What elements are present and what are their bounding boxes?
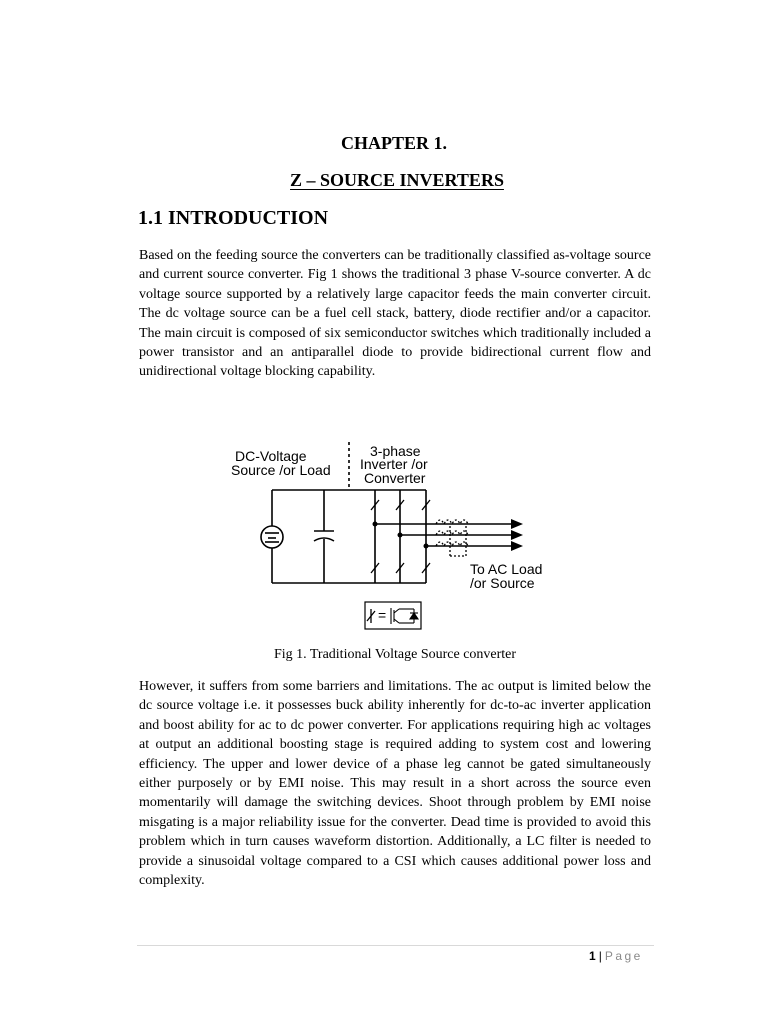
circuit-figure	[228, 438, 568, 634]
label-dc-line2: Source /or Load	[231, 462, 331, 478]
chapter-title: CHAPTER 1.	[340, 133, 447, 153]
page-label: Page	[604, 949, 643, 963]
label-inv-line3: Converter	[364, 470, 426, 486]
battery-icon	[261, 526, 283, 548]
footer-separator: |	[598, 949, 602, 963]
igbt-diode-icon	[391, 608, 418, 624]
page-number: 1	[589, 949, 596, 963]
limitations-paragraph: However, it suffers from some barriers and limitations. The ac output is limited below the dc source voltage i.e. it possesses buck ability inherently for dc-to-ac inverter application and boost ability for ac to dc power converter. For applications requiring high ac voltages at output an additional boosting stage is required adding to system cost and lowering efficiency. The upper and lower device of a phase leg cannot be gated simultaneously either purposely or by EMI noise. This may result in a short across the source even momentarily will damage the switching devices. Shoot through problem by EMI noise misgating is a major reliability issue for the converter. Dead time is provided to avoid this problem which in turn causes waveform distortion. Additionally, a LC filter is needed to provide a sinusoidal voltage compared to a CSI which causes additional power loss and complexity.	[139, 679, 651, 889]
chapter-subtitle-text: Z – SOURCE INVERTERS	[290, 170, 504, 190]
label-inv-line1: 3-phase	[370, 443, 421, 459]
label-inv-line2: Inverter /or	[360, 456, 428, 472]
switch-legend	[365, 602, 421, 629]
chapter-subtitle	[0, 170, 768, 191]
page-footer	[589, 949, 643, 963]
vsi-circuit-diagram	[228, 438, 568, 634]
label-ac-line2: /or Source	[470, 575, 535, 591]
footer-divider	[137, 945, 654, 946]
legend-equals: =	[378, 607, 387, 623]
inductor-filter-icon	[436, 520, 468, 556]
intro-paragraph: Based on the feeding source the converters can be traditionally classified as-voltage source and current source converter. Fig 1 shows the traditional 3 phase V-source converter. A dc voltage source supported by a relatively large capacitor feeds the main converter circuit. The dc voltage source can be a fuel cell stack, battery, diode rectifier and/or a capacitor. The main circuit is composed of six semiconductor switches which traditionally included a power transistor and an antiparallel diode to provide bidirectional current flow and unidirectional voltage blocking capability.	[139, 248, 651, 380]
label-dc-line1: DC-Voltage	[235, 448, 307, 464]
output-arrows	[511, 519, 523, 551]
section-heading: 1.1 INTRODUCTION	[138, 207, 329, 229]
figure-caption: Fig 1. Traditional Voltage Source converter	[273, 647, 517, 662]
label-ac-line1: To AC Load	[470, 561, 543, 577]
